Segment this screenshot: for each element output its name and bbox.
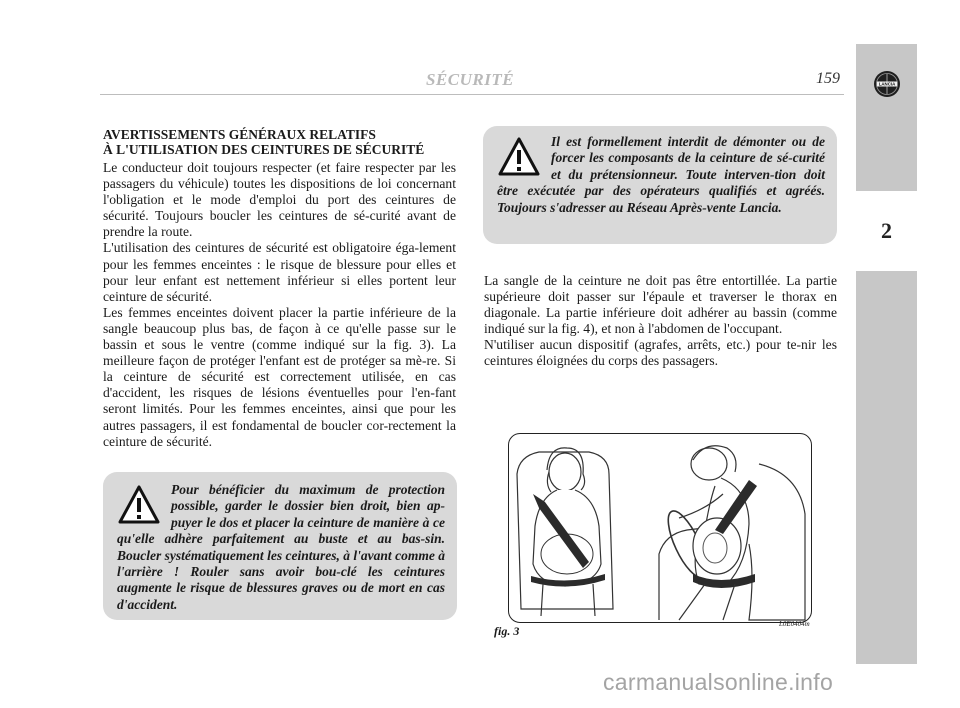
paragraph-belt-routing: La sangle de la ceinture ne doit pas être entortillée. La partie supérieure doit passer sur l'épaule et traverser le thorax en diagonale. La partie inférieure doit adhérer au bassin (comme indiqué sur la fig. 4), et non à l'abdomen de l'occupant. [484, 273, 837, 337]
header-section-title: SÉCURITÉ [425, 70, 515, 89]
warning-box-seat-position [103, 472, 457, 620]
watermark: carmanualsonline.info [603, 669, 834, 695]
pregnant-seatbelt-drawing [509, 434, 811, 622]
chapter-tab[interactable] [856, 191, 917, 271]
header-divider [100, 94, 844, 95]
paragraph-no-devices: N'utiliser aucun dispositif (agrafes, arrêts, etc.) pour te-nir les ceintures éloignées du corps des passagers. [484, 337, 837, 369]
figure-reference-code: L0E0404m [779, 620, 810, 628]
right-column [484, 273, 837, 370]
chapter-number: 2 [881, 218, 892, 243]
paragraph-pregnant-obligation: L'utilisation des ceintures de sécurité est obligatoire éga-lement pour les femmes enceintes : le risque de blessure pour elles et pour leur enfant est nettement inférieur si elles portent leur ceinture de sécurité. [103, 240, 456, 304]
chapter-sidebar [856, 44, 917, 664]
warning-text-no-tampering: Il est formellement interdit de démonter ou de forcer les composants de la ceinture de sé-curité et du prétensionneur. Toute interven-tion doit être exécutée par des opérateurs qualifiés et agréés. Toujours s'adresser au Réseau Après-vente Lancia. [497, 134, 825, 215]
left-column [103, 127, 456, 450]
left-body-text [103, 160, 456, 450]
page-number: 159 [816, 70, 840, 87]
logo-text: LANCIA [878, 81, 896, 87]
lancia-logo-icon [873, 70, 901, 98]
warning-triangle-icon [497, 136, 541, 178]
section-heading-line-2: À L'UTILISATION DES CEINTURES DE SÉCURITÉ [103, 142, 425, 157]
paragraph-pregnant-positioning: Les femmes enceintes doivent placer la partie inférieure de la sangle beaucoup plus bas, de façon à ce qu'elle passe sur le bassin et sous le ventre (comme indiqué sur la fig. 3). La meilleure façon de protéger l'enfant est de protéger sa mè-re. Si la ceinture de sécurité est correctement utilisée, en cas d'accident, les risques de lésions éventuelles pour l'en-fant seront limités. Pour les femmes enceintes, ainsi que pour les autres passagers, il est fondamental de boucler cor-rectement la ceinture de sécurité. [103, 304, 456, 449]
figure-seatbelt-illustration [508, 433, 812, 623]
warning-text-seat-position: Pour bénéficier du maximum de protection possible, garder le dossier bien droit, bien ap-puyer le dos et placer la ceinture de manière à ce qu'elle adhère parfaitement au buste et au bas-sin. Boucler systématiquement les ceintures, à l'avant comme à l'arrière ! Rouler sans avoir bou-clé les ceintures augmente le risque de blessures graves ou de mort en cas d'accident. [117, 482, 445, 612]
section-heading [103, 127, 456, 157]
figure-caption: fig. 3 [494, 624, 520, 638]
warning-box-no-tampering [483, 126, 837, 244]
warning-triangle-icon [117, 484, 161, 526]
section-heading-line-1: AVERTISSEMENTS GÉNÉRAUX RELATIFS [103, 127, 376, 142]
paragraph-driver-obligation: Le conducteur doit toujours respecter (et faire respecter par les passagers du véhicule) toutes les dispositions de loi concernant l'obligation et le mode d'emploi du port des ceintures de sécurité. Toujours boucler les ceintures de sé-curité avant de prendre la route. [103, 160, 456, 240]
